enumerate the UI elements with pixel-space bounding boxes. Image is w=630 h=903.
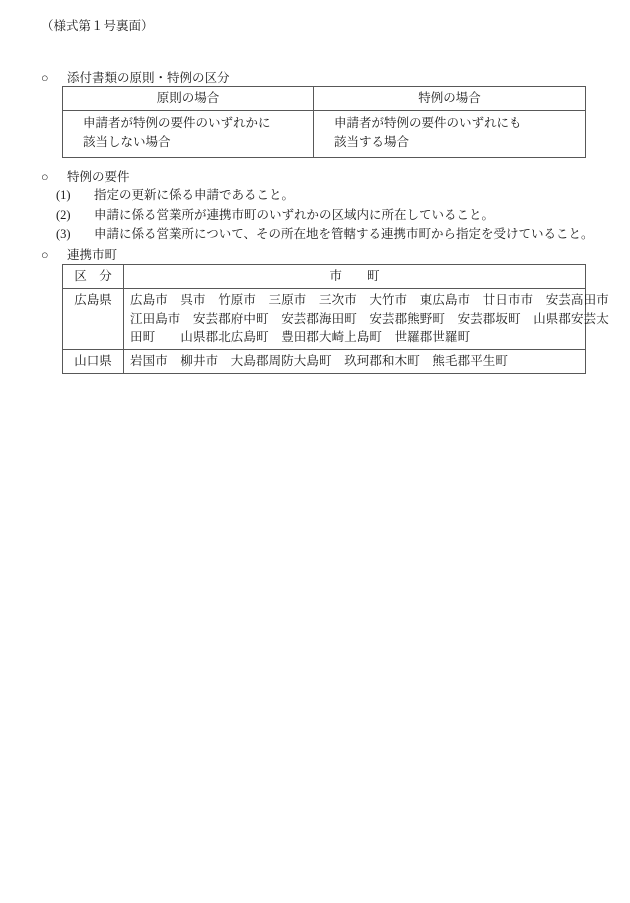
section-partner-municipalities (41, 246, 601, 264)
list-item-number: (3) (56, 226, 71, 241)
column-header-cities-towns: 市 町 (124, 265, 586, 289)
cell-line: 該当しない場合 (83, 134, 171, 149)
list-item-number: (2) (56, 207, 71, 222)
column-header-principle: 原則の場合 (63, 87, 314, 111)
circle-bullet-icon: ○ (41, 170, 49, 184)
section-title-attachment: 添付書類の原則・特例の区分 (67, 71, 230, 85)
cell-line: 江田島市 安芸郡府中町 安芸郡海田町 安芸郡熊野町 安芸郡坂町 山県郡安芸太 (130, 311, 609, 326)
attachment-classification-table (62, 86, 586, 158)
cell-exception-description (314, 110, 586, 157)
cell-line: 田町 山県郡北広島町 豊田郡大崎上島町 世羅郡世羅町 (130, 330, 471, 345)
form-identifier: （様式第１号裏面） (41, 19, 154, 33)
table-header-row (63, 265, 586, 289)
section-heading-requirements (41, 168, 601, 186)
cell-line: 該当する場合 (334, 134, 410, 149)
cell-division-yamaguchi: 山口県 (63, 350, 124, 374)
list-item-text: 指定の更新に係る申請であること。 (94, 188, 295, 203)
column-header-exception: 特例の場合 (314, 87, 586, 111)
cell-principle-description (63, 110, 314, 157)
section-title-requirements: 特例の要件 (67, 170, 130, 184)
table-header-row (63, 87, 586, 111)
list-item-text: 申請に係る営業所について、その所在地を管轄する連携市町から指定を受けていること。 (94, 226, 594, 241)
list-item (41, 225, 601, 244)
table-row (63, 288, 586, 349)
section-heading-partners (41, 246, 601, 264)
list-item (41, 186, 601, 205)
cell-municipalities-yamaguchi (124, 350, 586, 374)
section-attachment-classification (41, 69, 601, 87)
circle-bullet-icon: ○ (41, 71, 49, 85)
circle-bullet-icon: ○ (41, 248, 49, 262)
cell-line: 申請者が特例の要件のいずれにも (334, 115, 522, 130)
list-item (41, 206, 601, 225)
section-title-partners: 連携市町 (67, 248, 118, 262)
list-item-number: (1) (56, 188, 71, 203)
cell-division-hiroshima: 広島県 (63, 288, 124, 349)
list-item-text: 申請に係る営業所が連携市町のいずれかの区域内に所在していること。 (94, 207, 495, 222)
requirements-list (41, 186, 601, 244)
section-exception-requirements (41, 168, 601, 244)
partner-municipalities-table (62, 264, 609, 374)
cell-line: 広島市 呉市 竹原市 三原市 三次市 大竹市 東広島市 廿日市市 安芸高田市 (130, 292, 609, 307)
cell-line: 申請者が特例の要件のいずれかに (83, 115, 271, 130)
table-row (63, 110, 586, 157)
cell-line: 岩国市 柳井市 大島郡周防大島町 玖珂郡和木町 熊毛郡平生町 (130, 354, 509, 368)
column-header-division: 区 分 (63, 265, 124, 289)
cell-municipalities-hiroshima (124, 288, 609, 349)
table-row (63, 350, 586, 374)
section-heading-attachment (41, 69, 601, 87)
